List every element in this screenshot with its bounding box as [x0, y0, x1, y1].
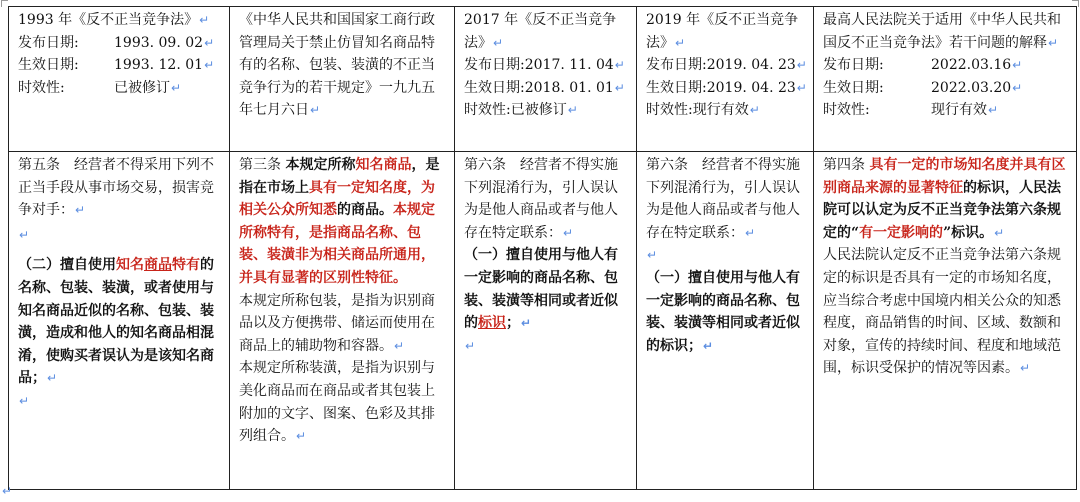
packaging-paragraph: 本规定所称包装，是指为识别商品以及方便携带、储运而使用在商品上的辅助物和容器。↵: [239, 292, 435, 354]
content-row: [9, 152, 1077, 490]
factors-paragraph: 人民法院认定反不正当竞争法第六条规定的标识是否具有一定的市场知名度，应当综合考虑中国境内相关公众的知悉程度，商品销售的时间、区域、数额和对象，宣传的持续时间、程度和地域范围，标识受保护的情况等因素。↵: [823, 247, 1061, 377]
header-cell-2019-law[interactable]: 2019 年《反不正当竞争法》↵ 发布日期:2019. 04. 23↵ 生效日期:2019. 04. 23↵ 时效性:现行有效↵: [637, 7, 814, 152]
highlight-famous: 知名: [116, 257, 144, 274]
header-title: 2019 年《反不正当竞争法》: [646, 12, 799, 51]
law-comparison-table: [8, 6, 1077, 490]
highlight-goods: 商品: [144, 257, 172, 274]
header-title: 《中华人民共和国国家工商行政管理局关于禁止仿冒知名商品特有的名称、包装、装潢的不正当竞争行为的若干规定》一九九五年七月六日: [239, 12, 435, 119]
highlight-market-fame: 具有一定的市场知名度并具有区别商品来源的显著特征: [823, 157, 1066, 196]
header-row-effective: 生效日期: 1993. 12. 01↵: [18, 57, 215, 74]
header-title: 1993 年《反不正当竞争法》: [18, 12, 199, 28]
header-row-validity: 时效性: 已被修订↵: [18, 79, 182, 96]
body-cell-1995-regulation[interactable]: [230, 152, 455, 490]
page-corner-mark-top-left: [1, 0, 8, 7]
article-paragraph: 第三条 本规定所称知名商品，是指在市场上具有一定知名度，为相关公众所知悉的商品。本规定所称特有，是指商品名称、包装、装潢非为相关商品所通用，并具有显著的区别性特征。: [239, 157, 440, 286]
header-row-published: 发布日期:2019. 04. 23↵: [646, 57, 807, 74]
highlight-famous-goods: 知名商品: [355, 157, 412, 173]
pilcrow-mark: ↵: [199, 13, 210, 27]
header-row-effective: 生效日期: 2022.03.20↵: [823, 79, 1023, 96]
clause-paragraph: （二）擅自使用知名商品特有的名称、包装、装潢，或者使用与知名商品近似的名称、包装、装潢，造成和他人的知名商品相混淆，使购买者误认为是该知名商品；: [18, 257, 214, 387]
header-row-validity: 时效性:已被修订↵: [464, 102, 578, 119]
header-title: 最高人民法院关于适用《中华人民共和国反不正当竞争法》若干问题的解释: [823, 12, 1061, 51]
body-cell-2017-law[interactable]: 第六条 经营者不得实施下列混淆行为，引人误认为是他人商品或者与他人存在特定联系：↵ （一）擅自使用与他人有一定影响的商品名称、包装、装潢等相同或者近似的标识；↵ ↵: [455, 152, 637, 490]
header-cell-2022-interpretation[interactable]: 最高人民法院关于适用《中华人民共和国反不正当竞争法》若干问题的解释↵ 发布日期: 2022.03.16↵ 生效日期: 2022.03.20↵ 时效性: 现行有效↵: [814, 7, 1077, 152]
clause-paragraph: （一）擅自使用与他人有一定影响的商品名称、包装、装潢等相同或者近似的标识；↵: [464, 247, 618, 332]
clause-paragraph: （一）擅自使用与他人有一定影响的商品名称、包装、装潢等相同或者近似的标识；↵: [646, 269, 800, 354]
article-paragraph: 第六条 经营者不得实施下列混淆行为，引人误认为是他人商品或者与他人存在特定联系：: [464, 157, 618, 241]
header-row-effective: 生效日期:2019. 04. 23↵: [646, 79, 807, 96]
header-row: [9, 7, 1077, 152]
header-cell-1995-regulation[interactable]: 《中华人民共和国国家工商行政管理局关于禁止仿冒知名商品特有的名称、包装、装潢的不正当竞争行为的若干规定》一九九五年七月六日↵: [230, 7, 455, 152]
highlight-distinctive: 特有: [172, 257, 200, 274]
header-row-published: 发布日期: 1993. 09. 02↵: [18, 34, 215, 51]
header-row-validity: 时效性: 现行有效↵: [823, 102, 999, 119]
header-row-validity: 时效性:现行有效↵: [646, 102, 760, 119]
header-title: 2017 年《反不正当竞争法》: [464, 12, 617, 51]
header-row-published: 发布日期: 2022.03.16↵: [823, 57, 1023, 74]
header-row-effective: 生效日期:2018. 01. 01↵: [464, 79, 625, 96]
highlight-distinctive-definition: 本规定所称特有，是指商品名称、包装、装潢非为相关商品所通用，并具有显著的区别性特征。: [239, 202, 435, 286]
article-paragraph: 第五条 经营者不得采用下列不正当手段从事市场交易，损害竞争对手：: [18, 157, 214, 219]
body-cell-1993-law[interactable]: 第五条 经营者不得采用下列不正当手段从事市场交易，损害竞争对手：↵ ↵ （二）擅自使用知名商品特有的名称、包装、装潢，或者使用与知名商品近似的名称、包装、装潢，造成和他人的知名商品相混淆，使购买者误认为是该知名商品；↵ ↵: [9, 152, 230, 490]
header-cell-1993-law[interactable]: [9, 7, 230, 152]
article-paragraph: 第六条 经营者不得实施下列混淆行为，引人误认为是他人商品或者与他人存在特定联系：: [646, 157, 800, 241]
document-sheet: [8, 6, 1076, 490]
pilcrow-mark: ↵: [19, 227, 30, 242]
article-paragraph: 第四条 具有一定的市场知名度并具有区别商品来源的显著特征的标识，人民法院可以认定为反不正当竞争法第六条规定的“有一定影响的”标识。↵: [823, 157, 1066, 241]
header-cell-2017-law[interactable]: 2017 年《反不正当竞争法》↵ 发布日期:2017. 11. 04↵ 生效日期:2018. 01. 01↵ 时效性:已被修订↵: [455, 7, 637, 152]
highlight-mark: 标识: [478, 315, 506, 332]
pilcrow-mark: ↵: [465, 338, 476, 353]
header-row-published: 发布日期:2017. 11. 04↵: [464, 57, 625, 74]
pilcrow-mark: ↵: [647, 248, 658, 263]
decoration-paragraph: 本规定所称装潢，是指为识别与美化商品而在商品或者其包装上附加的文字、图案、色彩及其排列组合。↵: [239, 360, 435, 445]
body-cell-2022-interpretation[interactable]: [814, 152, 1077, 490]
pilcrow-mark: ↵: [19, 393, 30, 408]
highlight-certain-influence: 有一定影响的: [859, 224, 944, 241]
end-of-document-mark: ↵: [2, 484, 13, 498]
body-cell-2019-law[interactable]: 第六条 经营者不得实施下列混淆行为，引人误认为是他人商品或者与他人存在特定联系：↵ ↵ （一）擅自使用与他人有一定影响的商品名称、包装、装潢等相同或者近似的标识；↵: [637, 152, 814, 490]
highlight-certain-fame: 具有一定知名度，为相关公众所知悉: [239, 179, 435, 219]
